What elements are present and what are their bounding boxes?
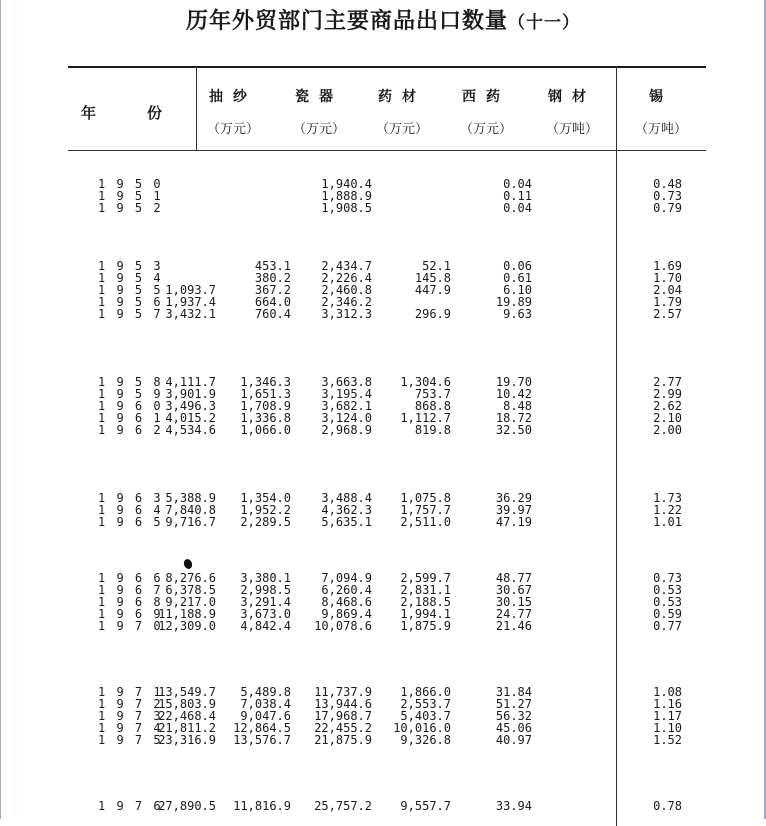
western-medicine-cell: 868.8 [414,399,451,413]
embroidery-cell: 7,840.8 [165,503,216,517]
porcelain-cell: 9,047.6 [240,709,291,723]
steel-cell: 0.04 [503,177,532,191]
year-cell: 1 9 6 8 [98,595,163,609]
herbal-cell: 8,468.6 [321,595,372,609]
tin-cell: 1.79 [653,295,682,309]
steel-cell: 18.72 [495,411,532,425]
porcelain-cell: 380.2 [254,271,291,285]
embroidery-cell: 3,901.9 [165,387,216,401]
tin-cell: 2.10 [653,411,682,425]
tin-cell: 0.79 [653,201,682,215]
table-row [68,260,706,272]
embroidery-cell: 11,188.9 [158,607,216,621]
table-row [68,376,706,388]
porcelain-cell: 1,066.0 [240,423,291,437]
steel-cell: 19.70 [495,375,532,389]
herbal-cell: 22,455.2 [314,721,372,735]
porcelain-cell: 7,038.4 [240,697,291,711]
steel-cell: 0.11 [503,189,532,203]
year-cell: 1 9 6 9 [98,607,163,621]
embroidery-cell: 12,309.0 [158,619,216,633]
porcelain-cell: 453.1 [254,259,291,273]
tin-cell: 2.99 [653,387,682,401]
header-col-unit: （万元） [459,122,512,137]
western-medicine-cell: 2,599.7 [400,571,451,585]
porcelain-cell: 5,489.8 [240,685,291,699]
porcelain-cell: 4,842.4 [240,619,291,633]
herbal-cell: 3,663.8 [321,375,372,389]
porcelain-cell: 3,673.0 [240,607,291,621]
herbal-cell: 6,260.4 [321,583,372,597]
tin-cell: 2.04 [653,283,682,297]
year-group [68,800,706,812]
header-col-unit: （万吨） [634,122,687,137]
tin-cell: 2.62 [653,399,682,413]
steel-cell: 47.19 [495,515,532,529]
porcelain-cell: 760.4 [254,307,291,321]
embroidery-cell: 5,388.9 [165,491,216,505]
year-group [68,686,706,746]
western-medicine-cell: 819.8 [414,423,451,437]
steel-cell: 33.94 [495,799,532,813]
steel-cell: 8.48 [503,399,532,413]
table-row [68,734,706,746]
western-medicine-cell: 296.9 [414,307,451,321]
porcelain-cell: 11,816.9 [233,799,291,813]
header-col-name: 药材 [378,89,426,105]
herbal-cell: 1,940.4 [321,177,372,191]
year-cell: 1 9 5 3 [98,259,163,273]
herbal-cell: 7,094.9 [321,571,372,585]
header-col-porcelain [280,66,358,150]
western-medicine-cell: 1,757.7 [400,503,451,517]
porcelain-cell: 3,291.4 [240,595,291,609]
table-row [68,504,706,516]
embroidery-cell: 3,496.3 [165,399,216,413]
year-cell: 1 9 5 6 [98,295,163,309]
year-group [68,260,706,320]
table-row [68,284,706,296]
steel-cell: 40.97 [495,733,532,747]
steel-cell: 30.67 [495,583,532,597]
tin-cell: 0.73 [653,571,682,585]
tin-cell: 1.10 [653,721,682,735]
title-text: 历年外贸部门主要商品出口数量 [185,8,508,34]
embroidery-cell: 9,716.7 [165,515,216,529]
porcelain-cell: 13,576.7 [233,733,291,747]
herbal-cell: 2,346.2 [321,295,372,309]
porcelain-cell: 3,380.1 [240,571,291,585]
steel-cell: 32.50 [495,423,532,437]
year-cell: 1 9 7 4 [98,721,163,735]
herbal-cell: 1,888.9 [321,189,372,203]
steel-cell: 21.46 [495,619,532,633]
steel-cell: 51.27 [495,697,532,711]
western-medicine-cell: 5,403.7 [400,709,451,723]
steel-cell: 6.10 [503,283,532,297]
steel-cell: 0.04 [503,201,532,215]
steel-cell: 36.29 [495,491,532,505]
embroidery-cell: 21,811.2 [158,721,216,735]
year-group [68,178,706,214]
year-cell: 1 9 7 6 [98,799,163,813]
embroidery-cell: 9,217.0 [165,595,216,609]
header-col-embroidery [195,66,271,150]
herbal-cell: 4,362.3 [321,503,372,517]
western-medicine-cell: 145.8 [414,271,451,285]
year-cell: 1 9 7 0 [98,619,163,633]
header-col-steel [532,66,612,150]
tin-cell: 1.73 [653,491,682,505]
table-row [68,516,706,528]
tin-cell: 0.48 [653,177,682,191]
western-medicine-cell: 10,016.0 [393,721,451,735]
western-medicine-cell: 1,112.7 [400,411,451,425]
header-col-unit: （万吨） [545,122,598,137]
title-subtitle: （十一） [508,13,580,33]
western-medicine-cell: 753.7 [414,387,451,401]
herbal-cell: 1,908.5 [321,201,372,215]
western-medicine-cell: 447.9 [414,283,451,297]
embroidery-cell: 23,316.9 [158,733,216,747]
porcelain-cell: 1,336.8 [240,411,291,425]
steel-cell: 31.84 [495,685,532,699]
porcelain-cell: 1,952.2 [240,503,291,517]
steel-cell: 24.77 [495,607,532,621]
steel-cell: 48.77 [495,571,532,585]
tin-cell: 1.52 [653,733,682,747]
herbal-cell: 10,078.6 [314,619,372,633]
year-cell: 1 9 5 5 [98,283,163,297]
table-row [68,202,706,214]
table-row [68,190,706,202]
table-row [68,584,706,596]
header-year: 年 份 [80,104,180,122]
western-medicine-cell: 9,326.8 [400,733,451,747]
steel-cell: 19.89 [495,295,532,309]
tin-cell: 1.22 [653,503,682,517]
tin-cell: 2.00 [653,423,682,437]
herbal-cell: 11,737.9 [314,685,372,699]
tin-cell: 1.16 [653,697,682,711]
year-cell: 1 9 6 2 [98,423,163,437]
herbal-cell: 5,635.1 [321,515,372,529]
embroidery-cell: 1,937.4 [165,295,216,309]
embroidery-cell: 15,803.9 [158,697,216,711]
embroidery-cell: 4,534.6 [165,423,216,437]
embroidery-cell: 3,432.1 [165,307,216,321]
tin-cell: 0.78 [653,799,682,813]
header-col-name: 西药 [462,89,510,105]
herbal-cell: 3,195.4 [321,387,372,401]
header-rule [68,150,706,151]
header-col-name: 钢材 [548,89,596,105]
year-cell: 1 9 6 3 [98,491,163,505]
embroidery-cell: 1,093.7 [165,283,216,297]
embroidery-cell: 13,549.7 [158,685,216,699]
year-cell: 1 9 6 6 [98,571,163,585]
porcelain-cell: 2,289.5 [240,515,291,529]
embroidery-cell: 27,890.5 [158,799,216,813]
western-medicine-cell: 1,875.9 [400,619,451,633]
tin-cell: 0.53 [653,595,682,609]
table-row [68,272,706,284]
herbal-cell: 3,682.1 [321,399,372,413]
year-cell: 1 9 6 0 [98,399,163,413]
page-border-left [0,0,1,819]
header-col-western-medicine [446,66,526,150]
header-col-unit: （万元） [206,122,259,137]
table-row [68,572,706,584]
western-medicine-cell: 52.1 [422,259,451,273]
western-medicine-cell: 1,866.0 [400,685,451,699]
table-row [68,424,706,436]
header-col-herbal [362,66,442,150]
tin-cell: 1.08 [653,685,682,699]
herbal-cell: 2,226.4 [321,271,372,285]
header-col-tin [616,66,706,150]
herbal-cell: 3,488.4 [321,491,372,505]
steel-cell: 9.63 [503,307,532,321]
year-cell: 1 9 6 7 [98,583,163,597]
table-row [68,388,706,400]
steel-cell: 0.61 [503,271,532,285]
herbal-cell: 13,944.6 [314,697,372,711]
steel-cell: 56.32 [495,709,532,723]
herbal-cell: 3,312.3 [321,307,372,321]
embroidery-cell: 22,468.4 [158,709,216,723]
table-row [68,400,706,412]
western-medicine-cell: 2,511.0 [400,515,451,529]
year-cell: 1 9 5 1 [98,189,163,203]
western-medicine-cell: 2,553.7 [400,697,451,711]
table-row [68,800,706,812]
tin-cell: 1.01 [653,515,682,529]
western-medicine-cell: 2,188.5 [400,595,451,609]
porcelain-cell: 2,998.5 [240,583,291,597]
western-medicine-cell: 1,304.6 [400,375,451,389]
year-cell: 1 9 7 2 [98,697,163,711]
year-cell: 1 9 5 4 [98,271,163,285]
herbal-cell: 2,434.7 [321,259,372,273]
tin-cell: 2.77 [653,375,682,389]
header-col-unit: （万元） [375,122,428,137]
table-row [68,178,706,190]
year-cell: 1 9 5 0 [98,177,163,191]
year-group [68,492,706,528]
herbal-cell: 3,124.0 [321,411,372,425]
embroidery-cell: 4,015.2 [165,411,216,425]
table-row [68,308,706,320]
year-cell: 1 9 7 1 [98,685,163,699]
steel-cell: 30.15 [495,595,532,609]
year-cell: 1 9 7 5 [98,733,163,747]
tin-cell: 0.59 [653,607,682,621]
tin-cell: 2.57 [653,307,682,321]
herbal-cell: 21,875.9 [314,733,372,747]
porcelain-cell: 1,354.0 [240,491,291,505]
year-group [68,572,706,632]
year-group [68,376,706,436]
porcelain-cell: 1,346.3 [240,375,291,389]
tin-cell: 1.70 [653,271,682,285]
year-cell: 1 9 6 5 [98,515,163,529]
steel-cell: 0.06 [503,259,532,273]
table-row [68,296,706,308]
table-row [68,620,706,632]
table-row [68,412,706,424]
western-medicine-cell: 1,994.1 [400,607,451,621]
western-medicine-cell: 1,075.8 [400,491,451,505]
porcelain-cell: 367.2 [254,283,291,297]
tin-cell: 1.17 [653,709,682,723]
herbal-cell: 25,757.2 [314,799,372,813]
tin-cell: 0.53 [653,583,682,597]
tin-cell: 1.69 [653,259,682,273]
tin-cell: 0.73 [653,189,682,203]
steel-cell: 10.42 [495,387,532,401]
porcelain-cell: 12,864.5 [233,721,291,735]
herbal-cell: 17,968.7 [314,709,372,723]
steel-cell: 39.97 [495,503,532,517]
data-table [68,66,706,826]
column-divider [196,66,197,150]
year-cell: 1 9 5 9 [98,387,163,401]
year-cell: 1 9 6 1 [98,411,163,425]
header-col-name: 抽纱 [209,89,257,105]
header-col-unit: （万元） [292,122,345,137]
western-medicine-cell: 9,557.7 [400,799,451,813]
header-col-name: 锡 [649,89,673,105]
year-cell: 1 9 5 8 [98,375,163,389]
year-cell: 1 9 6 4 [98,503,163,517]
embroidery-cell: 4,111.7 [165,375,216,389]
tin-cell: 0.77 [653,619,682,633]
table-row [68,492,706,504]
page-title [0,4,766,35]
year-cell: 1 9 5 2 [98,201,163,215]
herbal-cell: 2,460.8 [321,283,372,297]
steel-cell: 45.06 [495,721,532,735]
header-col-name: 瓷器 [295,89,343,105]
year-cell: 1 9 5 7 [98,307,163,321]
embroidery-cell: 8,276.6 [165,571,216,585]
porcelain-cell: 664.0 [254,295,291,309]
porcelain-cell: 1,708.9 [240,399,291,413]
porcelain-cell: 1,651.3 [240,387,291,401]
herbal-cell: 9,869.4 [321,607,372,621]
year-cell: 1 9 7 3 [98,709,163,723]
embroidery-cell: 6,378.5 [165,583,216,597]
herbal-cell: 2,968.9 [321,423,372,437]
western-medicine-cell: 2,831.1 [400,583,451,597]
